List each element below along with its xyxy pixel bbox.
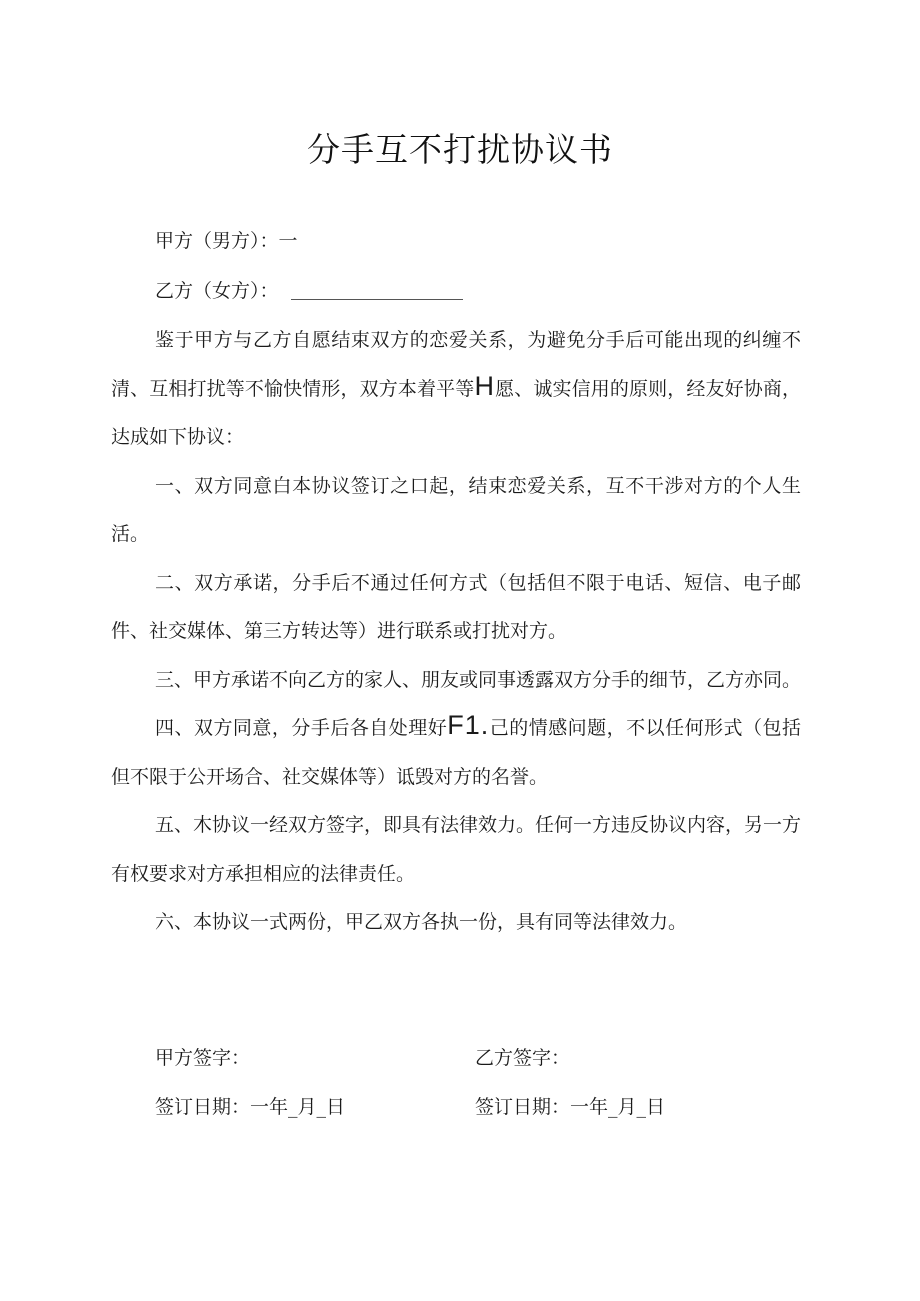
party-b-label: 乙方（女方）： [155, 280, 279, 302]
party-b-blank [291, 279, 463, 300]
party-a-sign-date: 签订日期：一年_月_日 [155, 1096, 346, 1118]
party-a-label: 甲方（男方）： [155, 230, 279, 252]
clause-4-part-1: 四、双方同意，分手后各自处理好 [155, 717, 448, 739]
agreement-body [111, 316, 801, 947]
party-a-signature: 甲方签字： [155, 1047, 251, 1069]
clause-4-part-2: 己的情感问题，不以任何形式（包括但不限于公开场合、社交媒体等）诋毁对方的名誉。 [111, 717, 801, 788]
clause-4-glyph: F1. [447, 710, 490, 740]
preamble-part-1: 鉴于甲方与乙方自愿结束双方的恋爱关系，为避免分手后可能出现的纠缠不清、互相打扰等不愉快情形，双方本着平等 [111, 329, 801, 400]
clause-1: 一、双方同意白本协议签订之口起，结束恋爱关系，互不干涉对方的个人生活。 [111, 474, 801, 545]
clause-6: 六、本协议一式两份，甲乙双方各执一份，具有同等法律效力。 [155, 911, 688, 933]
clause-4 [111, 704, 801, 801]
preamble-part-2: 愿、诚实信用的原则，经友好协商，达成如下协议： [111, 377, 801, 448]
party-a-value: 一 [278, 230, 298, 252]
party-b-sign-date: 签订日期：一年_月_日 [475, 1096, 666, 1118]
preamble-glyph: H [474, 370, 495, 401]
clause-3: 三、甲方承诺不向乙方的家人、朋友或同事透露双方分手的细节，乙方亦同。 [155, 668, 802, 691]
document-title: 分手互不打扰协议书 [307, 130, 613, 169]
preamble [111, 316, 801, 462]
clause-5: 五、木协议一经双方签字，即具有法律效力。任何一方违反协议内容，另一方有权要求对方承担相应的法律责任。 [111, 814, 802, 885]
party-b-signature: 乙方签字： [475, 1047, 571, 1069]
clause-2: 二、双方承诺，分手后不通过任何方式（包括但不限于电话、短信、电子邮件、社交媒体、第三方转达等）进行联系或打扰对方。 [111, 571, 801, 642]
party-b-line [155, 276, 463, 306]
party-a-line [155, 226, 298, 256]
